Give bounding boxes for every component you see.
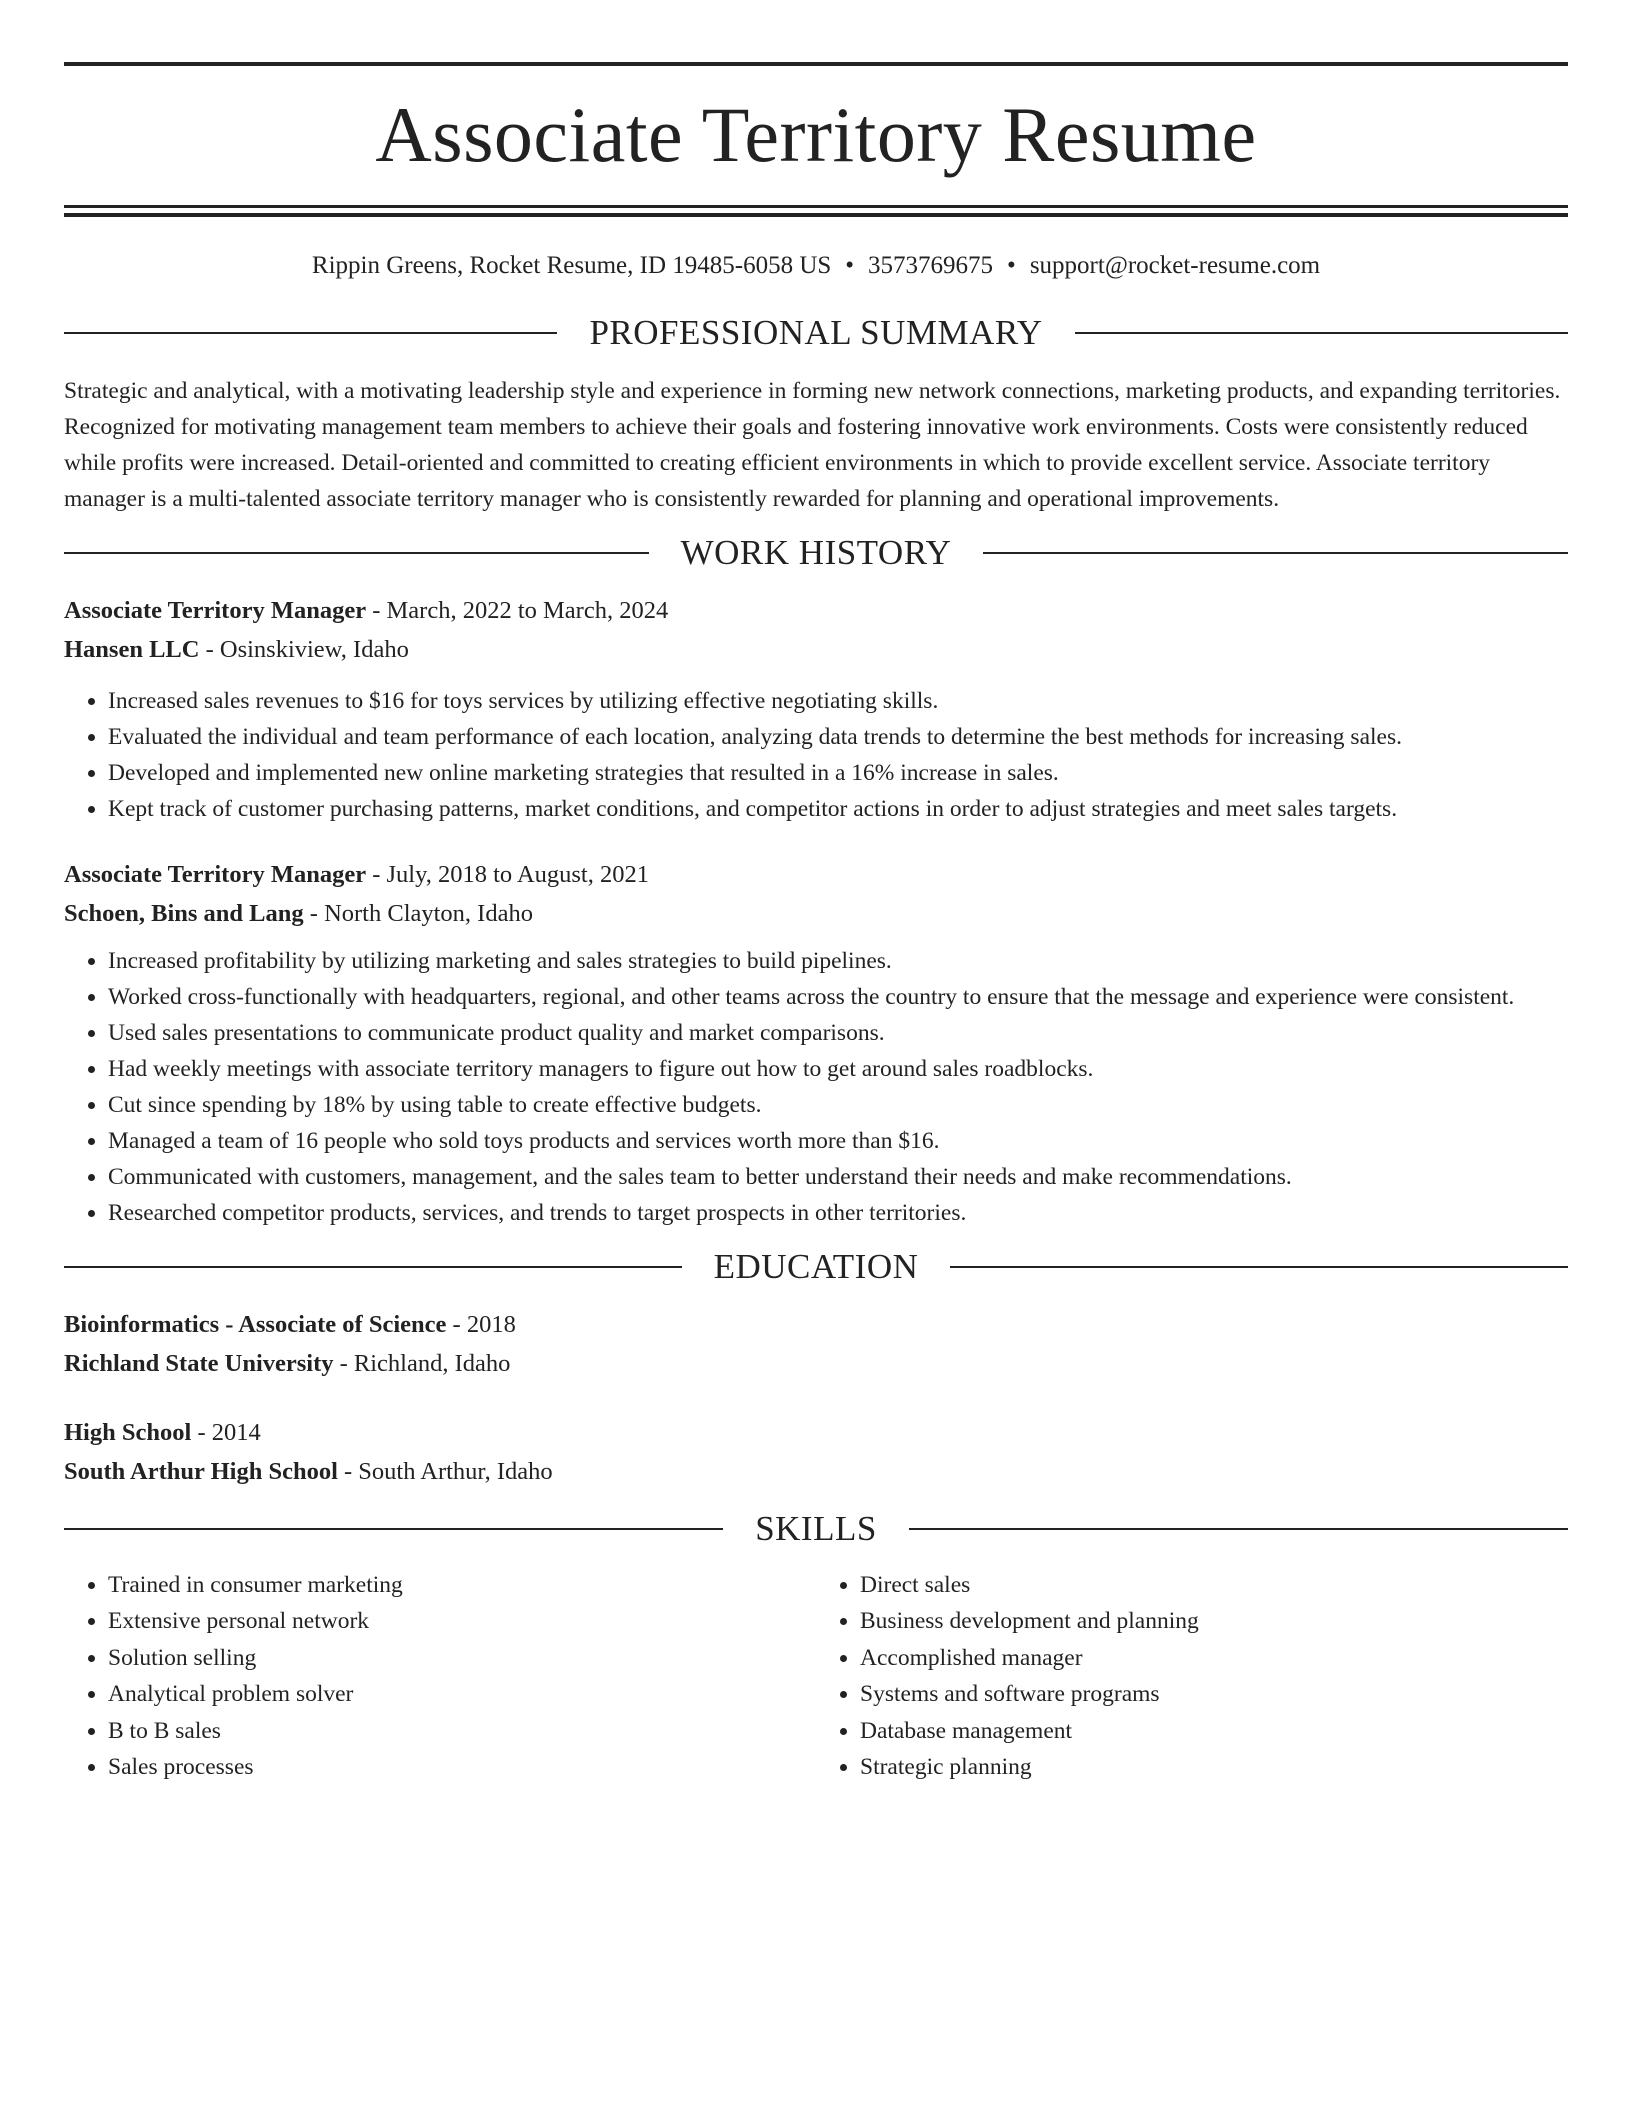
contact-phone: 3573769675 xyxy=(868,252,994,279)
skill-item: • Accomplished manager xyxy=(860,1640,1568,1676)
job-bullet: • Had weekly meetings with associate territory managers to figure out how to get around sales roadblocks. xyxy=(108,1051,1568,1087)
job-bullet: • Developed and implemented new online marketing strategies that resulted in a 16% increase in sales. xyxy=(108,755,1568,791)
skill-item: • Strategic planning xyxy=(860,1749,1568,1785)
job-bullets xyxy=(64,943,1568,1231)
job-bullet: • Managed a team of 16 people who sold toys products and services worth more than $16. xyxy=(108,1123,1568,1159)
job-company-line xyxy=(64,630,1568,669)
job-bullet: • Evaluated the individual and team performance of each location, analyzing data trends to determine the best methods for increasing sales. xyxy=(108,719,1568,755)
job-company: Schoen, Bins and Lang xyxy=(64,900,304,927)
job-bullet: • Kept track of customer purchasing patterns, market conditions, and competitor actions in order to adjust strategies and meet sales targets. xyxy=(108,791,1568,827)
education-school-line xyxy=(64,1344,1568,1383)
job-title: Associate Territory Manager xyxy=(64,861,367,888)
skill-item: • Solution selling xyxy=(108,1640,816,1676)
section-rule-right xyxy=(1075,332,1568,334)
job-title-line xyxy=(64,591,1568,630)
job-bullet: • Cut since spending by 18% by using table to create effective budgets. xyxy=(108,1087,1568,1123)
contact-email: support@rocket-resume.com xyxy=(1029,252,1321,279)
education-school: Richland State University xyxy=(64,1350,334,1377)
skills-list-right xyxy=(816,1567,1568,1785)
resume-page xyxy=(64,62,1568,1785)
skill-item: • B to B sales xyxy=(108,1713,816,1749)
job-dates: - March, 2022 to March, 2024 xyxy=(366,597,669,624)
title-double-rule xyxy=(64,205,1568,217)
education-section-header xyxy=(64,1245,1568,1289)
education-degree: Bioinformatics - Associate of Science xyxy=(64,1311,447,1338)
education-degree-line xyxy=(64,1413,1568,1452)
section-rule-left xyxy=(64,1528,723,1530)
job-bullet: • Researched competitor products, services, and trends to target prospects in other territories. xyxy=(108,1195,1568,1231)
section-rule-right xyxy=(909,1528,1568,1530)
summary-heading: PROFESSIONAL SUMMARY xyxy=(589,313,1043,352)
skill-item: • Analytical problem solver xyxy=(108,1676,816,1712)
job-location: - North Clayton, Idaho xyxy=(303,900,533,927)
section-rule-right xyxy=(983,552,1568,554)
job-dates: - July, 2018 to August, 2021 xyxy=(366,861,649,888)
education-degree-line xyxy=(64,1305,1568,1344)
education-school: South Arthur High School xyxy=(64,1458,338,1485)
summary-text: Strategic and analytical, with a motivating leadership style and experience in forming new network connections, marketing products, and expanding territories. Recognized for motivating management team members to achieve their goals and fostering innovative work environments. Costs were consistently reduced while profits were increased. Detail-oriented and committed to creating efficient environments in which to provide excellent service. Associate territory manager is a multi-talented associate territory manager who is consistently rewarded for planning and operational improvements. xyxy=(64,378,1561,512)
education-degree: High School xyxy=(64,1419,192,1446)
education-entry xyxy=(64,1305,1568,1383)
skill-item: • Systems and software programs xyxy=(860,1676,1568,1712)
job-title-line xyxy=(64,855,1568,894)
job-entry xyxy=(64,591,1568,827)
job-entry xyxy=(64,855,1568,1231)
section-rule-left xyxy=(64,1266,682,1268)
skills-section-header xyxy=(64,1507,1568,1551)
job-bullet: • Communicated with customers, management, and the sales team to better understand their needs and make recommendations. xyxy=(108,1159,1568,1195)
contact-separator: • xyxy=(845,252,855,279)
education-year: - 2018 xyxy=(446,1311,516,1338)
job-bullet: • Increased sales revenues to $16 for toys services by utilizing effective negotiating skills. xyxy=(108,683,1568,719)
skill-item: • Extensive personal network xyxy=(108,1603,816,1639)
contact-line xyxy=(64,251,1568,281)
education-year: - 2014 xyxy=(191,1419,261,1446)
skill-item: • Direct sales xyxy=(860,1567,1568,1603)
job-company: Hansen LLC xyxy=(64,636,200,663)
section-rule-left xyxy=(64,552,649,554)
education-school-line xyxy=(64,1452,1568,1491)
job-bullets xyxy=(64,683,1568,827)
job-bullet: • Used sales presentations to communicate product quality and market comparisons. xyxy=(108,1015,1568,1051)
summary-section-header xyxy=(64,311,1568,355)
section-rule-right xyxy=(950,1266,1568,1268)
job-title: Associate Territory Manager xyxy=(64,597,367,624)
contact-separator: • xyxy=(1007,252,1016,279)
education-entry xyxy=(64,1413,1568,1491)
skills-heading: SKILLS xyxy=(755,1509,877,1548)
skill-item: • Database management xyxy=(860,1713,1568,1749)
work-section-header xyxy=(64,531,1568,575)
section-rule-left xyxy=(64,332,557,334)
resume-title: Associate Territory Resume xyxy=(375,91,1257,178)
skills-columns xyxy=(64,1567,1568,1785)
education-location: - Richland, Idaho xyxy=(333,1350,511,1377)
top-rule xyxy=(64,62,1568,66)
work-heading: WORK HISTORY xyxy=(680,533,952,572)
job-company-line xyxy=(64,894,1568,933)
job-bullet: • Worked cross-functionally with headquarters, regional, and other teams across the country to ensure that the message and experience were consistent. xyxy=(108,979,1568,1015)
contact-address: Rippin Greens, Rocket Resume, ID 19485-6058 US xyxy=(311,252,832,279)
education-location: - South Arthur, Idaho xyxy=(337,1458,553,1485)
skill-item: • Business development and planning xyxy=(860,1603,1568,1639)
education-heading: EDUCATION xyxy=(713,1247,919,1286)
skills-list-left xyxy=(64,1567,816,1785)
job-location: - Osinskiview, Idaho xyxy=(199,636,409,663)
job-bullet: • Increased profitability by utilizing marketing and sales strategies to build pipelines. xyxy=(108,943,1568,979)
skill-item: • Trained in consumer marketing xyxy=(108,1567,816,1603)
skill-item: • Sales processes xyxy=(108,1749,816,1785)
